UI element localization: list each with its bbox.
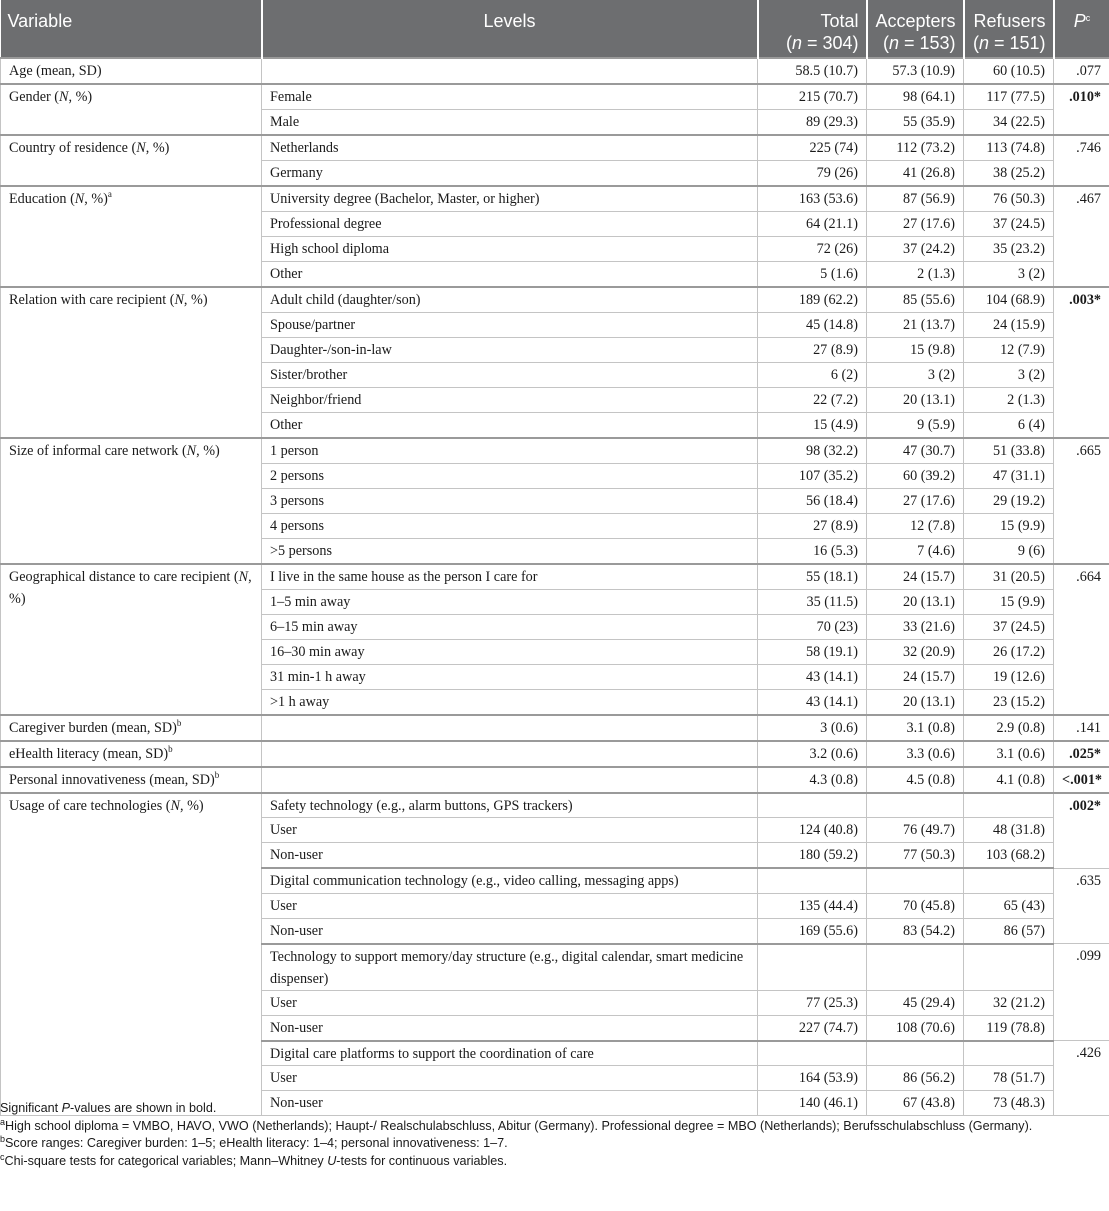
total-cell: 3 (0.6) [758, 715, 867, 741]
header-total-label: Total [820, 11, 859, 31]
table-row [1, 186, 1109, 212]
variable-cell [1, 741, 262, 767]
refusers-cell: 78 (51.7) [964, 1066, 1054, 1091]
refusers-cell: 9 (6) [964, 539, 1054, 565]
total-cell [758, 868, 867, 893]
total-cell: 27 (8.9) [758, 338, 867, 363]
level-cell: Spouse/partner [262, 313, 758, 338]
accepters-cell: 41 (26.8) [867, 161, 964, 187]
level-cell: I live in the same house as the person I care for [262, 564, 758, 590]
refusers-cell: 15 (9.9) [964, 514, 1054, 539]
variable-label: Education (N, %) [9, 191, 108, 207]
accepters-cell: 20 (13.1) [867, 690, 964, 716]
refusers-cell: 19 (12.6) [964, 665, 1054, 690]
total-cell: 135 (44.4) [758, 893, 867, 918]
footnote-c-mark: c [0, 1151, 5, 1162]
level-cell: Male [262, 110, 758, 136]
accepters-cell: 108 (70.6) [867, 1015, 964, 1041]
variable-label: eHealth literacy (mean, SD) [9, 746, 169, 762]
p-value-cell: .467 [1054, 186, 1109, 287]
level-cell: Daughter-/son-in-law [262, 338, 758, 363]
refusers-cell: 104 (68.9) [964, 287, 1054, 313]
variable-cell [1, 287, 262, 438]
variable-cell [1, 715, 262, 741]
level-cell: User [262, 1066, 758, 1091]
level-cell: Professional degree [262, 212, 758, 237]
accepters-cell: 60 (39.2) [867, 464, 964, 489]
level-cell: Non-user [262, 1091, 758, 1116]
total-cell: 58.5 (10.7) [758, 58, 867, 84]
total-cell: 45 (14.8) [758, 313, 867, 338]
total-cell: 43 (14.1) [758, 690, 867, 716]
refusers-cell: 103 (68.2) [964, 843, 1054, 869]
refusers-cell: 6 (4) [964, 413, 1054, 439]
variable-label: Caregiver burden (mean, SD) [9, 720, 177, 736]
total-cell: 35 (11.5) [758, 590, 867, 615]
accepters-cell: 83 (54.2) [867, 918, 964, 944]
table-row [1, 767, 1109, 793]
variable-cell [1, 186, 262, 287]
accepters-cell: 86 (56.2) [867, 1066, 964, 1091]
refusers-cell: 37 (24.5) [964, 212, 1054, 237]
total-cell: 215 (70.7) [758, 84, 867, 110]
accepters-cell: 7 (4.6) [867, 539, 964, 565]
total-cell: 15 (4.9) [758, 413, 867, 439]
total-cell: 58 (19.1) [758, 640, 867, 665]
header-accepters-label: Accepters [875, 11, 956, 31]
header-p-value [1054, 0, 1109, 58]
total-cell: 107 (35.2) [758, 464, 867, 489]
total-cell: 4.3 (0.8) [758, 767, 867, 793]
p-value-cell: .141 [1054, 715, 1109, 741]
footnote-c-text: Chi-square tests for categorical variables; Mann–Whitney U-tests for continuous variables. [4, 1153, 508, 1168]
total-cell: 27 (8.9) [758, 514, 867, 539]
level-cell: >1 h away [262, 690, 758, 716]
p-value-cell: .010* [1054, 84, 1109, 135]
footnote-b [0, 1135, 1104, 1153]
total-cell: 164 (53.9) [758, 1066, 867, 1091]
refusers-cell: 76 (50.3) [964, 186, 1054, 212]
p-value-cell: .664 [1054, 564, 1109, 715]
accepters-cell: 3 (2) [867, 363, 964, 388]
accepters-cell: 57.3 (10.9) [867, 58, 964, 84]
p-value-cell: .025* [1054, 741, 1109, 767]
level-cell: Other [262, 413, 758, 439]
variable-cell [1, 438, 262, 564]
total-cell: 56 (18.4) [758, 489, 867, 514]
refusers-cell [964, 944, 1054, 991]
level-cell [262, 715, 758, 741]
footnote-a-text: High school diploma = VMBO, HAVO, VWO (Netherlands); Haupt-/ Realschulabschluss, Abitur (Germany). Professional degree = MBO (Netherlands); Berufsschulabschluss (Germany). [5, 1118, 1033, 1133]
accepters-cell [867, 868, 964, 893]
total-cell [758, 944, 867, 991]
variable-footnote-mark: a [107, 189, 112, 199]
level-cell: 2 persons [262, 464, 758, 489]
footnote-a-mark: a [0, 1116, 6, 1127]
accepters-cell: 20 (13.1) [867, 590, 964, 615]
refusers-cell: 47 (31.1) [964, 464, 1054, 489]
variable-cell [1, 767, 262, 793]
refusers-cell: 35 (23.2) [964, 237, 1054, 262]
variable-cell [1, 135, 262, 186]
accepters-cell: 45 (29.4) [867, 990, 964, 1015]
total-cell: 55 (18.1) [758, 564, 867, 590]
refusers-cell: 2 (1.3) [964, 388, 1054, 413]
level-cell: User [262, 990, 758, 1015]
header-levels: Levels [262, 0, 758, 58]
accepters-cell [867, 793, 964, 818]
refusers-cell: 48 (31.8) [964, 818, 1054, 843]
table-row [1, 135, 1109, 161]
refusers-cell: 38 (25.2) [964, 161, 1054, 187]
total-cell: 140 (46.1) [758, 1091, 867, 1116]
technology-category-cell: Technology to support memory/day structure (e.g., digital calendar, smart medicine dispenser) [262, 944, 758, 991]
level-cell: Netherlands [262, 135, 758, 161]
level-cell [262, 767, 758, 793]
accepters-cell: 32 (20.9) [867, 640, 964, 665]
technology-category-cell: Digital care platforms to support the coordination of care [262, 1041, 758, 1066]
total-cell: 89 (29.3) [758, 110, 867, 136]
accepters-cell: 24 (15.7) [867, 564, 964, 590]
level-cell: Non-user [262, 1015, 758, 1041]
total-cell: 16 (5.3) [758, 539, 867, 565]
total-cell: 5 (1.6) [758, 262, 867, 288]
variable-footnote-mark: b [214, 770, 220, 780]
variable-label: Size of informal care network (N, %) [9, 443, 220, 459]
technology-category-cell: Safety technology (e.g., alarm buttons, GPS trackers) [262, 793, 758, 818]
total-cell: 98 (32.2) [758, 438, 867, 464]
level-cell: Adult child (daughter/son) [262, 287, 758, 313]
accepters-cell: 27 (17.6) [867, 489, 964, 514]
accepters-cell: 20 (13.1) [867, 388, 964, 413]
refusers-cell: 117 (77.5) [964, 84, 1054, 110]
p-value-cell: .665 [1054, 438, 1109, 564]
level-cell: Germany [262, 161, 758, 187]
level-cell: 3 persons [262, 489, 758, 514]
accepters-cell: 70 (45.8) [867, 893, 964, 918]
accepters-cell: 3.3 (0.6) [867, 741, 964, 767]
header-p-label: P [1073, 11, 1086, 31]
refusers-cell: 2.9 (0.8) [964, 715, 1054, 741]
level-cell: User [262, 818, 758, 843]
refusers-cell: 32 (21.2) [964, 990, 1054, 1015]
footnote-a [0, 1118, 1104, 1136]
header-total-n: (n = 304) [785, 33, 859, 53]
table-body [1, 58, 1109, 1116]
p-value-cell: .077 [1054, 58, 1109, 84]
accepters-cell: 33 (21.6) [867, 615, 964, 640]
header-accepters [867, 0, 964, 58]
header-p-sup: c [1085, 13, 1091, 23]
p-value-cell: .099 [1054, 944, 1109, 1041]
refusers-cell: 12 (7.9) [964, 338, 1054, 363]
footnote-b-mark: b [0, 1134, 6, 1144]
p-value-cell: .635 [1054, 868, 1109, 943]
variable-label: Gender (N, %) [9, 89, 93, 105]
level-cell: Neighbor/friend [262, 388, 758, 413]
table-row [1, 58, 1109, 84]
accepters-cell: 21 (13.7) [867, 313, 964, 338]
accepters-cell: 12 (7.8) [867, 514, 964, 539]
total-cell: 22 (7.2) [758, 388, 867, 413]
refusers-cell: 86 (57) [964, 918, 1054, 944]
refusers-cell [964, 1041, 1054, 1066]
variable-label: Relation with care recipient (N, %) [9, 292, 208, 308]
level-cell: 4 persons [262, 514, 758, 539]
total-cell: 77 (25.3) [758, 990, 867, 1015]
accepters-cell: 3.1 (0.8) [867, 715, 964, 741]
total-cell: 189 (62.2) [758, 287, 867, 313]
refusers-cell [964, 868, 1054, 893]
refusers-cell: 60 (10.5) [964, 58, 1054, 84]
total-cell: 3.2 (0.6) [758, 741, 867, 767]
refusers-cell: 3 (2) [964, 363, 1054, 388]
refusers-cell: 29 (19.2) [964, 489, 1054, 514]
refusers-cell: 26 (17.2) [964, 640, 1054, 665]
refusers-cell: 73 (48.3) [964, 1091, 1054, 1116]
table-footnotes [0, 1100, 1104, 1170]
refusers-cell: 113 (74.8) [964, 135, 1054, 161]
total-cell: 43 (14.1) [758, 665, 867, 690]
header-accepters-n: (n = 153) [882, 33, 956, 53]
total-cell [758, 793, 867, 818]
level-cell: 31 min-1 h away [262, 665, 758, 690]
refusers-cell: 119 (78.8) [964, 1015, 1054, 1041]
accepters-cell: 4.5 (0.8) [867, 767, 964, 793]
refusers-cell: 65 (43) [964, 893, 1054, 918]
level-cell: Non-user [262, 918, 758, 944]
refusers-cell: 37 (24.5) [964, 615, 1054, 640]
variable-label: Personal innovativeness (mean, SD) [9, 772, 215, 788]
table-row [1, 84, 1109, 110]
refusers-cell: 34 (22.5) [964, 110, 1054, 136]
accepters-cell: 67 (43.8) [867, 1091, 964, 1116]
p-value-cell: <.001* [1054, 767, 1109, 793]
refusers-cell: 24 (15.9) [964, 313, 1054, 338]
level-cell: >5 persons [262, 539, 758, 565]
level-cell: Sister/brother [262, 363, 758, 388]
table-row [1, 564, 1109, 590]
table-row [1, 793, 1109, 818]
total-cell: 180 (59.2) [758, 843, 867, 869]
total-cell [758, 1041, 867, 1066]
total-cell: 6 (2) [758, 363, 867, 388]
accepters-cell [867, 1041, 964, 1066]
refusers-cell [964, 793, 1054, 818]
level-cell: High school diploma [262, 237, 758, 262]
variable-cell [1, 84, 262, 135]
table-row [1, 438, 1109, 464]
accepters-cell: 87 (56.9) [867, 186, 964, 212]
refusers-cell: 4.1 (0.8) [964, 767, 1054, 793]
level-cell [262, 741, 758, 767]
accepters-cell [867, 944, 964, 991]
table-row [1, 741, 1109, 767]
accepters-cell: 76 (49.7) [867, 818, 964, 843]
footnote-c [0, 1153, 1104, 1171]
total-cell: 70 (23) [758, 615, 867, 640]
refusers-cell: 31 (20.5) [964, 564, 1054, 590]
total-cell: 72 (26) [758, 237, 867, 262]
accepters-cell: 77 (50.3) [867, 843, 964, 869]
header-variable: Variable [1, 0, 262, 58]
header-total [758, 0, 867, 58]
level-cell: Female [262, 84, 758, 110]
total-cell: 227 (74.7) [758, 1015, 867, 1041]
table-header [1, 0, 1109, 58]
accepters-cell: 27 (17.6) [867, 212, 964, 237]
level-cell: User [262, 893, 758, 918]
total-cell: 64 (21.1) [758, 212, 867, 237]
level-cell: 6–15 min away [262, 615, 758, 640]
accepters-cell: 24 (15.7) [867, 665, 964, 690]
table-row [1, 287, 1109, 313]
level-cell: 1 person [262, 438, 758, 464]
total-cell: 79 (26) [758, 161, 867, 187]
level-cell: Non-user [262, 843, 758, 869]
accepters-cell: 37 (24.2) [867, 237, 964, 262]
variable-footnote-mark: b [168, 744, 173, 754]
header-refusers-n: (n = 151) [972, 33, 1046, 53]
variable-footnote-mark: b [176, 718, 182, 728]
accepters-cell: 9 (5.9) [867, 413, 964, 439]
header-refusers-label: Refusers [973, 11, 1046, 31]
refusers-cell: 23 (15.2) [964, 690, 1054, 716]
variable-cell: Usage of care technologies (N, %) [1, 793, 262, 1116]
footnote-b-text: Score ranges: Caregiver burden: 1–5; eHealth literacy: 1–4; personal innovativeness: 1–7. [5, 1136, 508, 1150]
accepters-cell: 47 (30.7) [867, 438, 964, 464]
technology-category-cell: Digital communication technology (e.g., video calling, messaging apps) [262, 868, 758, 893]
refusers-cell: 3 (2) [964, 262, 1054, 288]
variable-cell [1, 564, 262, 715]
variable-label: Geographical distance to care recipient (N, %) [9, 569, 252, 607]
total-cell: 124 (40.8) [758, 818, 867, 843]
refusers-cell: 51 (33.8) [964, 438, 1054, 464]
p-value-cell: .002* [1054, 793, 1109, 868]
accepters-cell: 2 (1.3) [867, 262, 964, 288]
accepters-cell: 85 (55.6) [867, 287, 964, 313]
level-cell [262, 58, 758, 84]
table-row [1, 715, 1109, 741]
header-refusers [964, 0, 1054, 58]
refusers-cell: 3.1 (0.6) [964, 741, 1054, 767]
accepters-cell: 98 (64.1) [867, 84, 964, 110]
accepters-cell: 112 (73.2) [867, 135, 964, 161]
total-cell: 163 (53.6) [758, 186, 867, 212]
level-cell: University degree (Bachelor, Master, or higher) [262, 186, 758, 212]
level-cell: 16–30 min away [262, 640, 758, 665]
p-value-cell: .003* [1054, 287, 1109, 438]
refusers-cell: 15 (9.9) [964, 590, 1054, 615]
total-cell: 169 (55.6) [758, 918, 867, 944]
p-value-cell: .746 [1054, 135, 1109, 186]
variable-cell [1, 58, 262, 84]
accepters-cell: 55 (35.9) [867, 110, 964, 136]
level-cell: Other [262, 262, 758, 288]
p-value-cell: .426 [1054, 1041, 1109, 1116]
total-cell: 225 (74) [758, 135, 867, 161]
accepters-cell: 15 (9.8) [867, 338, 964, 363]
variable-label: Age (mean, SD) [9, 63, 102, 79]
footnote-significance: Significant P-values are shown in bold. [0, 1101, 217, 1115]
level-cell: 1–5 min away [262, 590, 758, 615]
variable-label: Country of residence (N, %) [9, 140, 170, 156]
